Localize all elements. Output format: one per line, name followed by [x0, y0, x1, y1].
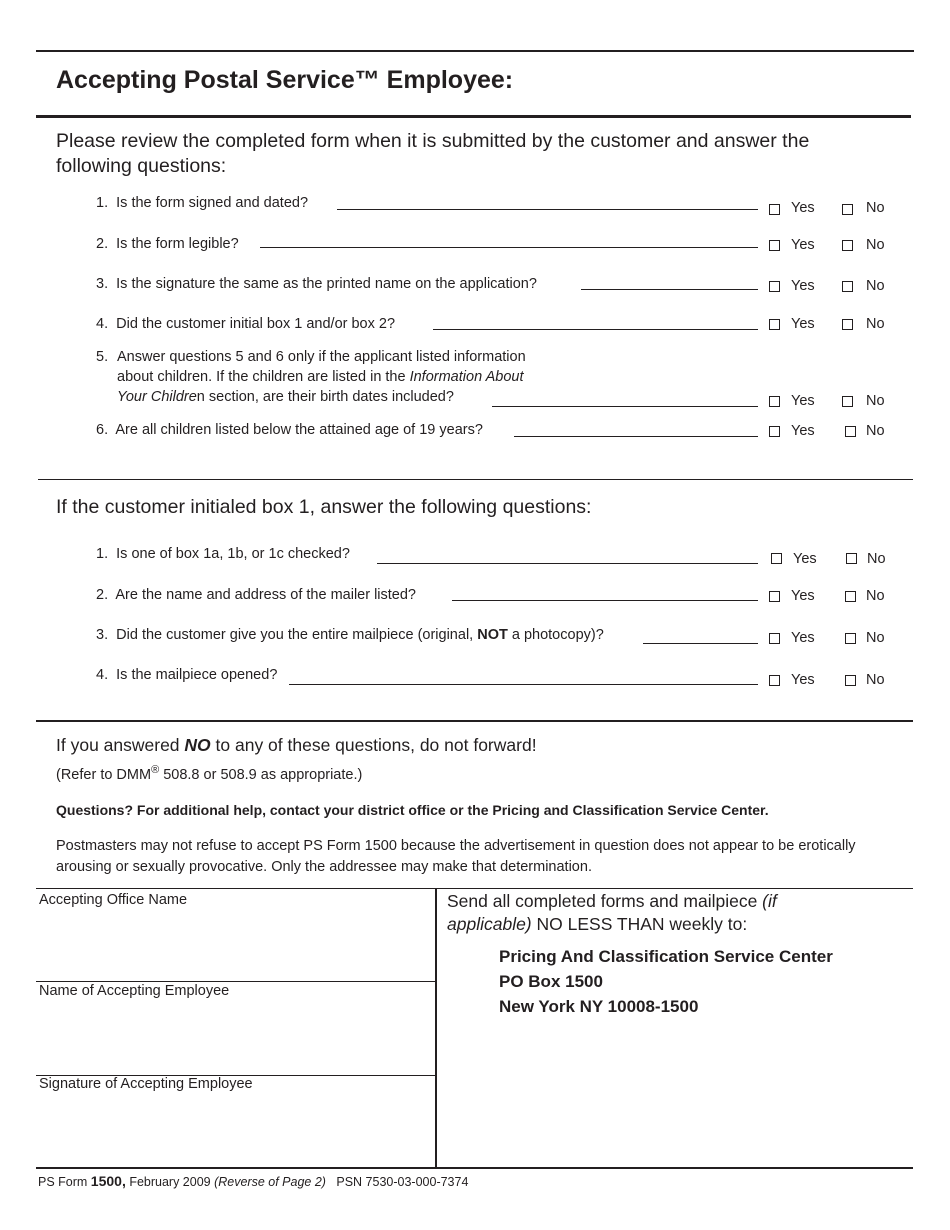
section-divider	[38, 479, 913, 480]
yes-label: Yes	[791, 588, 815, 604]
answer-line	[433, 329, 758, 330]
no-checkbox[interactable]	[845, 591, 856, 602]
yes-checkbox[interactable]	[769, 319, 780, 330]
no-label: No	[866, 200, 885, 216]
yes-label: Yes	[791, 630, 815, 646]
page-title: Accepting Postal Service™ Employee:	[56, 66, 514, 94]
s1-question-1: 1. Is the form signed and dated?	[96, 195, 309, 211]
top-rule	[36, 50, 914, 52]
s1-question-3: 3. Is the signature the same as the printed name on the application?	[96, 276, 537, 292]
office-name-label: Accepting Office Name	[39, 892, 188, 908]
yes-checkbox[interactable]	[769, 240, 780, 251]
no-checkbox[interactable]	[842, 319, 853, 330]
no-checkbox[interactable]	[842, 396, 853, 407]
address-line: PO Box 1500	[499, 972, 603, 991]
yes-checkbox[interactable]	[769, 426, 780, 437]
yes-checkbox[interactable]	[771, 553, 782, 564]
section2-intro: If the customer initialed box 1, answer the following questions:	[56, 496, 592, 518]
yes-checkbox[interactable]	[769, 675, 780, 686]
no-checkbox[interactable]	[845, 426, 856, 437]
form-footer: PS Form 1500, February 2009 (Reverse of Page 2) PSN 7530-03-000-7374	[38, 1173, 469, 1189]
yes-checkbox[interactable]	[769, 281, 780, 292]
s2-question-1: 1. Is one of box 1a, 1b, or 1c checked?	[96, 546, 350, 562]
office-name-input[interactable]	[38, 910, 433, 978]
yes-label: Yes	[791, 393, 815, 409]
no-checkbox[interactable]	[845, 675, 856, 686]
do-not-forward-notice: If you answered NO to any of these questions, do not forward!	[56, 735, 537, 755]
yes-label: Yes	[793, 551, 817, 567]
yes-checkbox[interactable]	[769, 396, 780, 407]
employee-name-input[interactable]	[38, 1002, 433, 1072]
s1-question-6: 6. Are all children listed below the attained age of 19 years?	[96, 422, 483, 438]
answer-line	[337, 209, 758, 210]
signature-label: Signature of Accepting Employee	[39, 1076, 253, 1092]
s2-question-3: 3. Did the customer give you the entire mailpiece (original, NOT a photocopy)?	[96, 627, 604, 643]
answer-line	[377, 563, 758, 564]
s2-question-2: 2. Are the name and address of the mailer listed?	[96, 587, 417, 603]
postmasters-notice: Postmasters may not refuse to accept PS Form 1500 because the advertisement in question does not appear to be erotically arousing or sexually provocative. Only the addressee may make that determination.	[56, 838, 856, 875]
yes-label: Yes	[791, 200, 815, 216]
s2-question-4: 4. Is the mailpiece opened?	[96, 667, 278, 683]
mailing-instructions: Send all completed forms and mailpiece (if applicable) NO LESS THAN weekly to:	[447, 891, 777, 934]
no-label: No	[866, 630, 885, 646]
no-label: No	[866, 278, 885, 294]
no-label: No	[866, 423, 885, 439]
field-divider	[36, 981, 436, 982]
no-checkbox[interactable]	[842, 281, 853, 292]
fields-vertical-rule	[435, 888, 437, 1168]
employee-name-label: Name of Accepting Employee	[39, 983, 230, 999]
questions-help: Questions? For additional help, contact your district office or the Pricing and Classification Service Center.	[56, 802, 769, 818]
bottom-rule	[36, 1167, 913, 1169]
yes-label: Yes	[791, 672, 815, 688]
answer-line	[581, 289, 758, 290]
address-line: New York NY 10008-1500	[499, 997, 699, 1016]
address-line: Pricing And Classification Service Center	[499, 947, 833, 966]
answer-line	[643, 643, 758, 644]
answer-line	[452, 600, 758, 601]
yes-checkbox[interactable]	[769, 204, 780, 215]
no-checkbox[interactable]	[845, 633, 856, 644]
no-label: No	[866, 672, 885, 688]
no-checkbox[interactable]	[846, 553, 857, 564]
answer-line	[492, 406, 758, 407]
yes-label: Yes	[791, 316, 815, 332]
mailing-address	[499, 944, 833, 1019]
s1-question-2: 2. Is the form legible?	[96, 236, 239, 252]
section1-intro: Please review the completed form when it is submitted by the customer and answer the following questions:	[56, 130, 810, 177]
yes-checkbox[interactable]	[769, 591, 780, 602]
yes-label: Yes	[791, 423, 815, 439]
s1-question-5: Answer questions 5 and 6 only if the applicant listed information about children. If the children are listed in the Information About Your Children section, are their birth dates included?	[117, 349, 526, 405]
s1-question-4: 4. Did the customer initial box 1 and/or box 2?	[96, 316, 396, 332]
s1-question-5-number: 5.	[96, 349, 109, 365]
yes-label: Yes	[791, 278, 815, 294]
no-label: No	[866, 316, 885, 332]
fields-top-rule	[36, 888, 913, 889]
dmm-reference: (Refer to DMM® 508.8 or 508.9 as appropriate.)	[56, 764, 363, 783]
no-label: No	[866, 588, 885, 604]
yes-checkbox[interactable]	[769, 633, 780, 644]
section-divider	[36, 720, 913, 722]
no-label: No	[866, 393, 885, 409]
header-rule	[36, 115, 911, 118]
no-checkbox[interactable]	[842, 204, 853, 215]
answer-line	[514, 436, 758, 437]
yes-label: Yes	[791, 237, 815, 253]
no-label: No	[867, 551, 886, 567]
signature-input[interactable]	[38, 1095, 433, 1165]
no-checkbox[interactable]	[842, 240, 853, 251]
no-label: No	[866, 237, 885, 253]
answer-line	[260, 247, 758, 248]
answer-line	[289, 684, 758, 685]
